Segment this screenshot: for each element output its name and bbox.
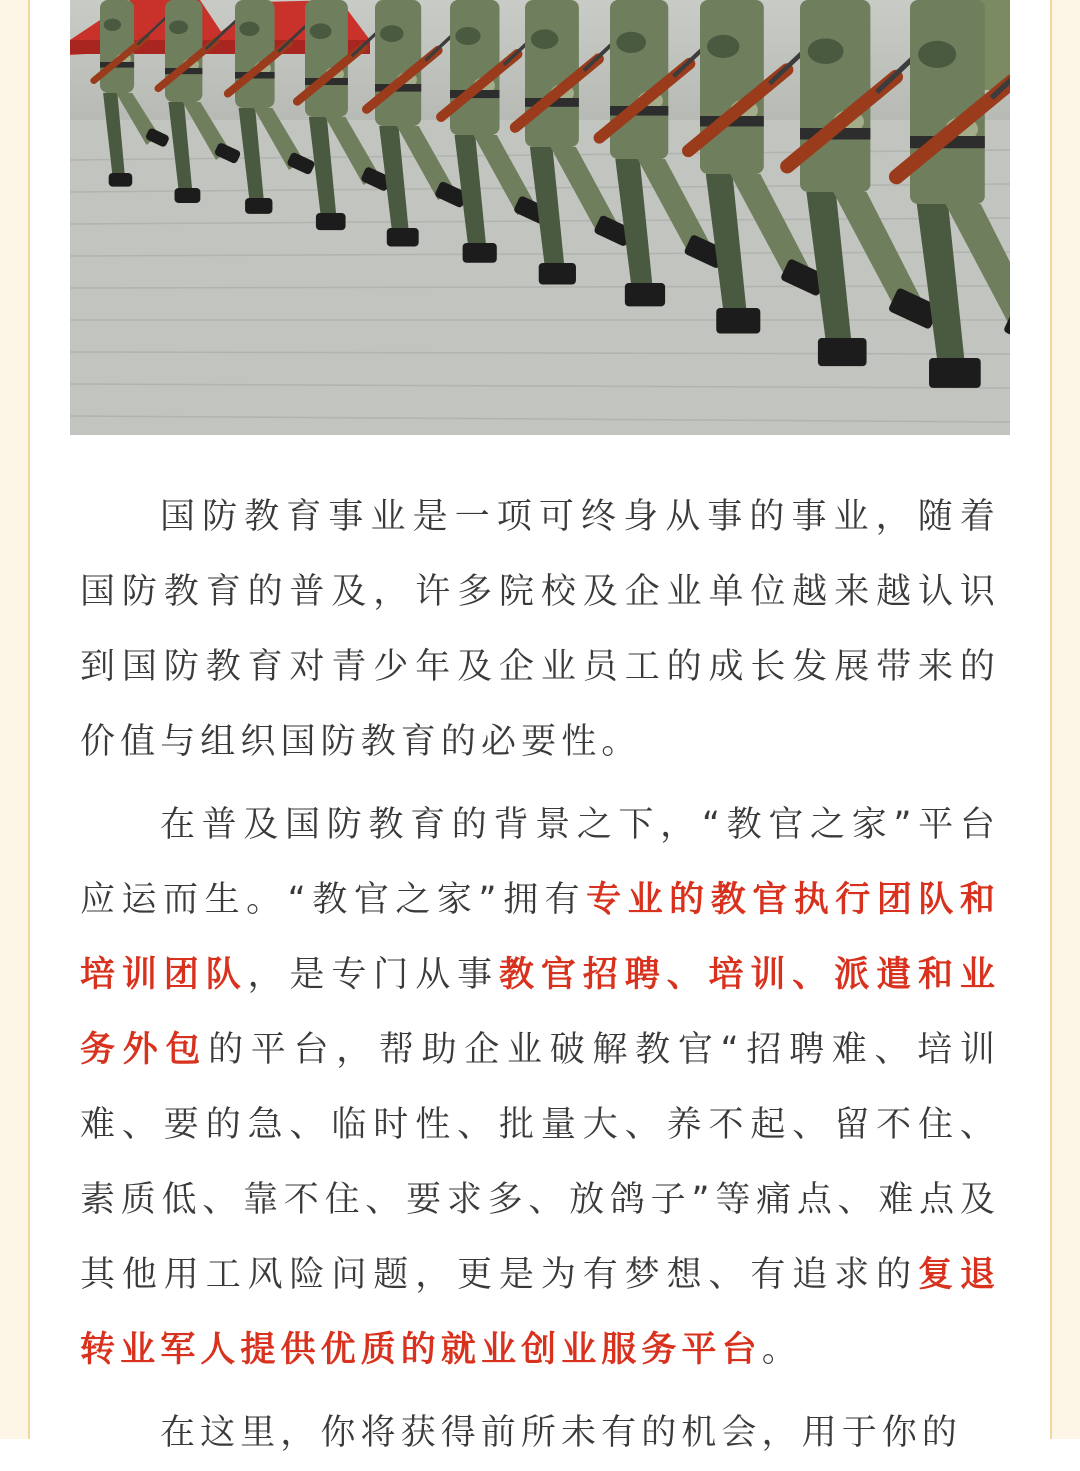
camo-patch bbox=[380, 25, 404, 42]
paragraph-text: 国防教育事业是一项可终身从事的事业，随着国防教育的普及，许多院校及企业单位越来越认识到国防教育对青少年及企业员工的成长发展带来的价值与组织国防教育的必要性。 bbox=[80, 497, 1000, 762]
boot bbox=[716, 308, 760, 334]
camo-patch bbox=[104, 19, 121, 31]
camo-patch bbox=[169, 20, 188, 34]
camo-patch bbox=[808, 38, 844, 64]
soldier-torso bbox=[375, 0, 421, 126]
camo-patch bbox=[531, 29, 558, 49]
soldier-torso bbox=[610, 0, 668, 159]
camo-patch bbox=[239, 22, 259, 36]
article-paragraph-2 bbox=[80, 788, 1000, 1388]
camo-patch bbox=[455, 27, 480, 45]
paragraph-text: 在这里，你将获得前所未有的机会，用于你的 bbox=[160, 1413, 963, 1453]
article-paragraph-1 bbox=[80, 480, 1000, 780]
boot bbox=[818, 338, 867, 366]
soldier-torso bbox=[910, 0, 985, 204]
marching-soldiers-photo bbox=[70, 0, 1010, 435]
boot bbox=[316, 213, 346, 230]
soldier-torso bbox=[525, 0, 579, 147]
boot bbox=[387, 228, 419, 246]
boot bbox=[625, 283, 665, 306]
boot bbox=[175, 188, 201, 203]
article-paragraph-3 bbox=[80, 1396, 1000, 1471]
soldier-torso bbox=[800, 0, 870, 192]
camo-patch bbox=[616, 32, 646, 53]
camo-patch bbox=[707, 35, 739, 58]
soldier-torso bbox=[235, 0, 275, 108]
boot bbox=[463, 243, 497, 263]
boot bbox=[929, 358, 981, 388]
boot bbox=[245, 198, 272, 214]
camo-patch bbox=[918, 41, 956, 68]
soldier-torso bbox=[165, 0, 202, 102]
soldier-torso bbox=[450, 0, 500, 135]
photo-illustration bbox=[70, 0, 1010, 435]
soldier-torso bbox=[700, 0, 764, 174]
paragraph-text: 的平台，帮助企业破解教官“招聘难、培训难、要的急、临时性、批量大、养不起、留不住、素质低、靠不住、要求多、放鸽子”等痛点、难点及其他用工风险问题，更是为有梦想、有追求的 bbox=[80, 1030, 1000, 1295]
paragraph-text: ，是专门从事 bbox=[247, 955, 500, 995]
paragraph-text: 。 bbox=[761, 1330, 802, 1370]
highlight-text: 专业的教官执行团队和培训团队 bbox=[80, 880, 1000, 995]
highlight-text: 教官招聘、培训、派遣和业务外包 bbox=[80, 955, 1001, 1070]
boot bbox=[109, 173, 133, 187]
boot bbox=[539, 263, 576, 285]
soldier-torso bbox=[305, 0, 348, 117]
article-body bbox=[80, 480, 1000, 1471]
camo-patch bbox=[310, 23, 332, 39]
soldier-torso bbox=[100, 0, 134, 93]
highlight-text: 复退转业军人提供优质的就业创业服务平台 bbox=[80, 1255, 1000, 1370]
paragraph-text: 在普及国防教育的背景之下，“教官之家”平台应运而生。“教官之家”拥有 bbox=[80, 805, 1000, 920]
